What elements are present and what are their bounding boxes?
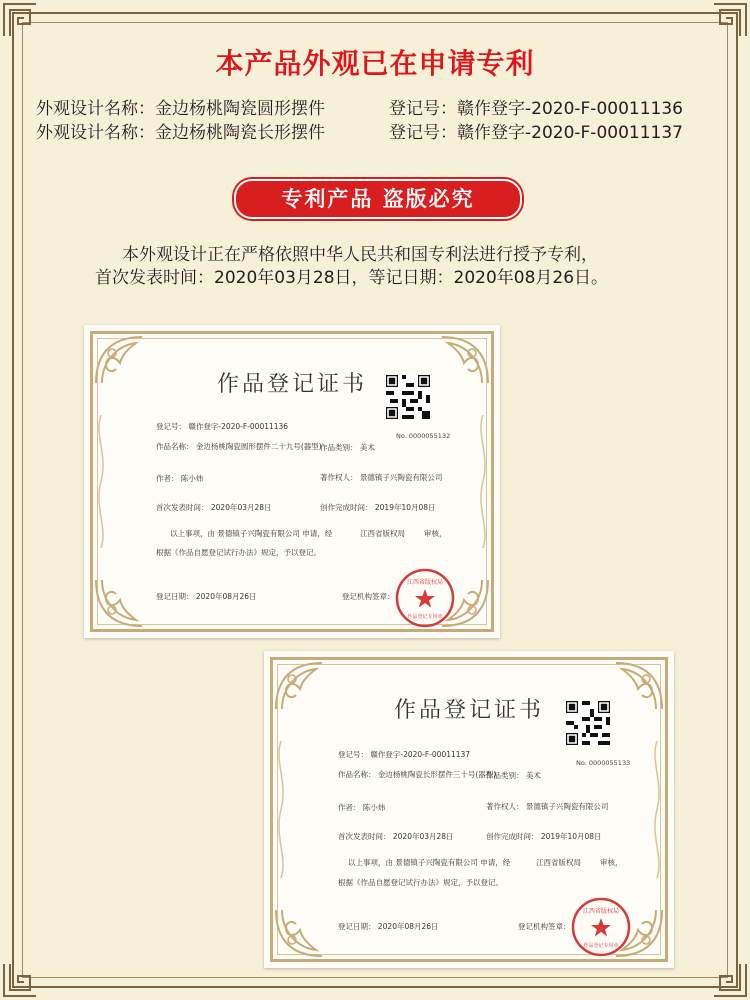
cert-reg-no: 登记号： 赣作登字-2020-F-00011137 [338, 750, 471, 759]
side-ornament [94, 415, 108, 548]
seal-text: 作品登记专用章 [583, 943, 619, 949]
cert-statement: 根据《作品自愿登记试行办法》规定，予以登记。 [156, 548, 321, 557]
cert-complete: 创作完成时间： 2019年10月08日 [486, 832, 602, 841]
cert-review: 审核， [424, 529, 447, 538]
cert-author: 作者： 陈小炜 [338, 803, 386, 812]
fret-corner-ornament [2, 962, 38, 998]
cert-author: 作者： 陈小炜 [156, 474, 204, 483]
cert-owner: 著作权人： 景德镇子兴陶瓷有限公司 [486, 802, 609, 811]
fret-corner-ornament [712, 962, 748, 998]
official-seal [394, 567, 456, 629]
cert-reg-date: 登记日期： 2020年08月26日 [156, 592, 257, 601]
certificate-title: 作品登记证书 [216, 372, 367, 397]
cert-statement: 以上事项，由 景德镇子兴陶瓷有限公司 申请，经 [348, 858, 511, 867]
certificate-serial-no: No. 0000055132 [396, 432, 451, 440]
cert-category: 作品类别： 美术 [486, 771, 541, 780]
cert-review: 审核， [600, 858, 623, 867]
cert-category: 作品类别： 美术 [320, 443, 375, 452]
certificate [264, 651, 674, 968]
side-ornament [274, 741, 288, 878]
seal-text: 江西省版权局 [582, 908, 620, 915]
statement-line: 首次发表时间：2020年03月28日，等记日期：2020年08月26日。 [95, 268, 609, 288]
statement-line: 本外观设计正在严格依照中华人民共和国专利法进行授予专利， [122, 245, 598, 265]
certificate [84, 325, 500, 638]
certificate-serial-no: No. 0000055133 [576, 759, 631, 767]
seal-text: 作品登记专用章 [407, 614, 443, 620]
cert-statement: 根据《作品自愿登记试行办法》规定，予以登记。 [338, 878, 503, 887]
side-ornament [476, 415, 490, 548]
cert-first-pub: 首次发表时间： 2020年03月28日 [156, 503, 272, 512]
cert-authority: 江西省版权局 [536, 858, 581, 867]
cert-first-pub: 首次发表时间： 2020年03月28日 [338, 832, 454, 841]
scroll-ornament-icon [272, 906, 326, 960]
cert-reg-date: 登记日期： 2020年08月26日 [338, 922, 439, 931]
qr-code-icon [566, 701, 610, 745]
certificate-title: 作品登记证书 [393, 698, 544, 723]
official-seal [570, 896, 632, 958]
design-reg-no: 登记号：赣作登字-2020-F-00011137 [389, 123, 683, 143]
cert-seal-label: 登记机构签章： [518, 922, 571, 931]
seal-text: 江西省版权局 [406, 579, 444, 586]
qr-code-icon [386, 375, 430, 419]
cert-reg-no: 登记号： 赣作登字-2020-F-00011136 [156, 422, 289, 431]
fret-corner-ornament [2, 2, 38, 38]
cert-statement: 以上事项，由 景德镇子兴陶瓷有限公司 申请，经 [170, 529, 333, 538]
design-name: 外观设计名称：金边杨桃陶瓷圆形摆件 [36, 99, 325, 119]
cert-work-name: 作品名称： 金边杨桃陶瓷长形摆件三十号(器型) [338, 770, 497, 779]
cert-work-name: 作品名称： 金边杨桃陶瓷圆形摆件二十九号(器型) [156, 442, 322, 451]
design-line [36, 94, 726, 119]
patent-badge-label: 专利产品 盗版必究 [234, 179, 522, 219]
cert-seal-label: 登记机构签章： [342, 592, 395, 601]
headline: 本产品外观已在申请专利 [215, 47, 535, 80]
design-name: 外观设计名称：金边杨桃陶瓷长形摆件 [36, 123, 325, 143]
cert-owner: 著作权人： 景德镇子兴陶瓷有限公司 [320, 473, 443, 482]
patent-badge [228, 176, 524, 218]
scroll-ornament-icon [92, 576, 146, 630]
cert-complete: 创作完成时间： 2019年10月08日 [320, 503, 436, 512]
design-reg-no: 登记号：赣作登字-2020-F-00011136 [389, 99, 683, 119]
fret-corner-ornament [712, 2, 748, 38]
design-line [36, 118, 726, 143]
cert-authority: 江西省版权局 [360, 529, 405, 538]
side-ornament [650, 741, 664, 878]
